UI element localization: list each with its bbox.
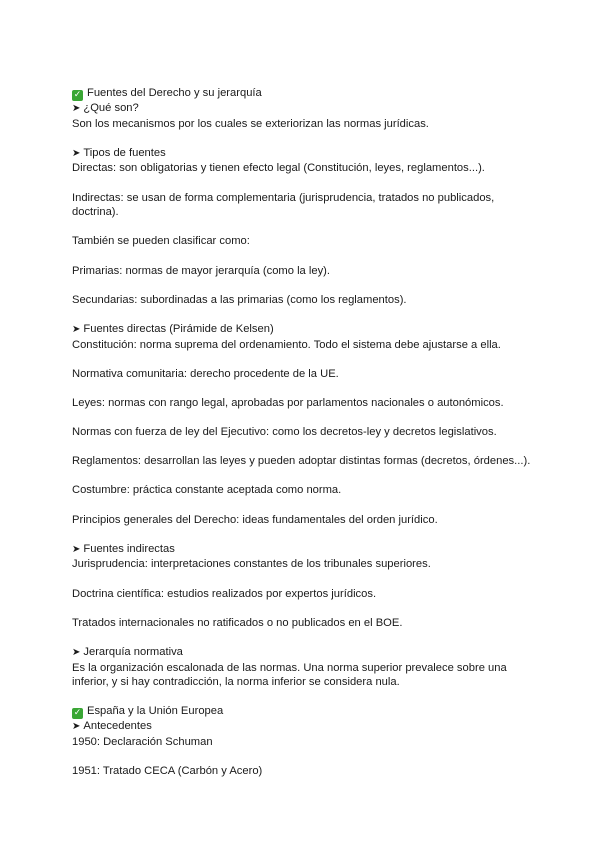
section-heading-fuentes: [72, 86, 542, 101]
arrow-right-icon: ➤: [72, 323, 81, 335]
subheading-tipos: ➤ Tipos de fuentes: [72, 146, 166, 159]
arrow-right-icon: ➤: [72, 646, 81, 658]
paragraph: 1951: Tratado CECA (Carbón y Acero): [72, 765, 263, 778]
paragraph: Doctrina científica: estudios realizados por expertos jurídicos.: [72, 587, 377, 600]
paragraph: Son los mecanismos por los cuales se exteriorizan las normas jurídicas.: [72, 117, 429, 130]
paragraph: Primarias: normas de mayor jerarquía (como la ley).: [72, 264, 331, 277]
document-page: [72, 86, 542, 779]
section-title: España y la Unión Europea: [87, 705, 224, 718]
paragraph: Constitución: norma suprema del ordenamiento. Todo el sistema debe ajustarse a ella.: [72, 338, 501, 351]
paragraph: Secundarias: subordinadas a las primarias (como los reglamentos).: [72, 293, 407, 306]
paragraph: Normas con fuerza de ley del Ejecutivo: como los decretos-ley y decretos legislativos.: [72, 426, 497, 439]
check-mark-icon: ✓: [73, 90, 82, 100]
paragraph: Es la organización escalonada de las normas. Una norma superior prevalece sobre una inferior, y si hay contradicción, la norma inferior se considera nula.: [72, 661, 507, 689]
subheading-que-son: ➤ ¿Qué son?: [72, 102, 139, 114]
section-title: Fuentes del Derecho y su jerarquía: [87, 87, 262, 99]
paragraph: Directas: son obligatorias y tienen efecto legal (Constitución, leyes, reglamentos...).: [72, 162, 485, 175]
arrow-right-icon: ➤: [72, 147, 81, 159]
check-mark-icon: ✓: [73, 708, 82, 719]
paragraph: Leyes: normas con rango legal, aprobadas por parlamentos nacionales o autonómicos.: [72, 396, 504, 409]
subheading-jerarquia: ➤ Jerarquía normativa: [72, 645, 183, 658]
arrow-right-icon: ➤: [72, 543, 81, 555]
paragraph: También se pueden clasificar como:: [72, 235, 250, 248]
paragraph: 1950: Declaración Schuman: [72, 735, 213, 748]
paragraph: Reglamentos: desarrollan las leyes y pueden adoptar distintas formas (decretos, órdenes...).: [72, 455, 531, 468]
paragraph: Costumbre: práctica constante aceptada como norma.: [72, 484, 342, 497]
subheading-antecedentes: ➤ Antecedentes: [72, 720, 152, 733]
paragraph: Indirectas: se usan de forma complementaria (jurisprudencia, tratados no publicados, doctrina).: [72, 191, 495, 219]
section-heading-espana-ue: [72, 704, 542, 719]
paragraph: Normativa comunitaria: derecho procedente de la UE.: [72, 367, 339, 380]
subheading-fuentes-directas: ➤ Fuentes directas (Pirámide de Kelsen): [72, 322, 274, 335]
paragraph: Jurisprudencia: interpretaciones constantes de los tribunales superiores.: [72, 558, 431, 571]
paragraph: Tratados internacionales no ratificados o no publicados en el BOE.: [72, 616, 403, 629]
subheading-fuentes-indirectas: ➤ Fuentes indirectas: [72, 542, 175, 555]
paragraph: Principios generales del Derecho: ideas fundamentales del orden jurídico.: [72, 513, 438, 526]
arrow-right-icon: ➤: [72, 721, 81, 733]
arrow-right-icon: ➤: [72, 103, 81, 114]
